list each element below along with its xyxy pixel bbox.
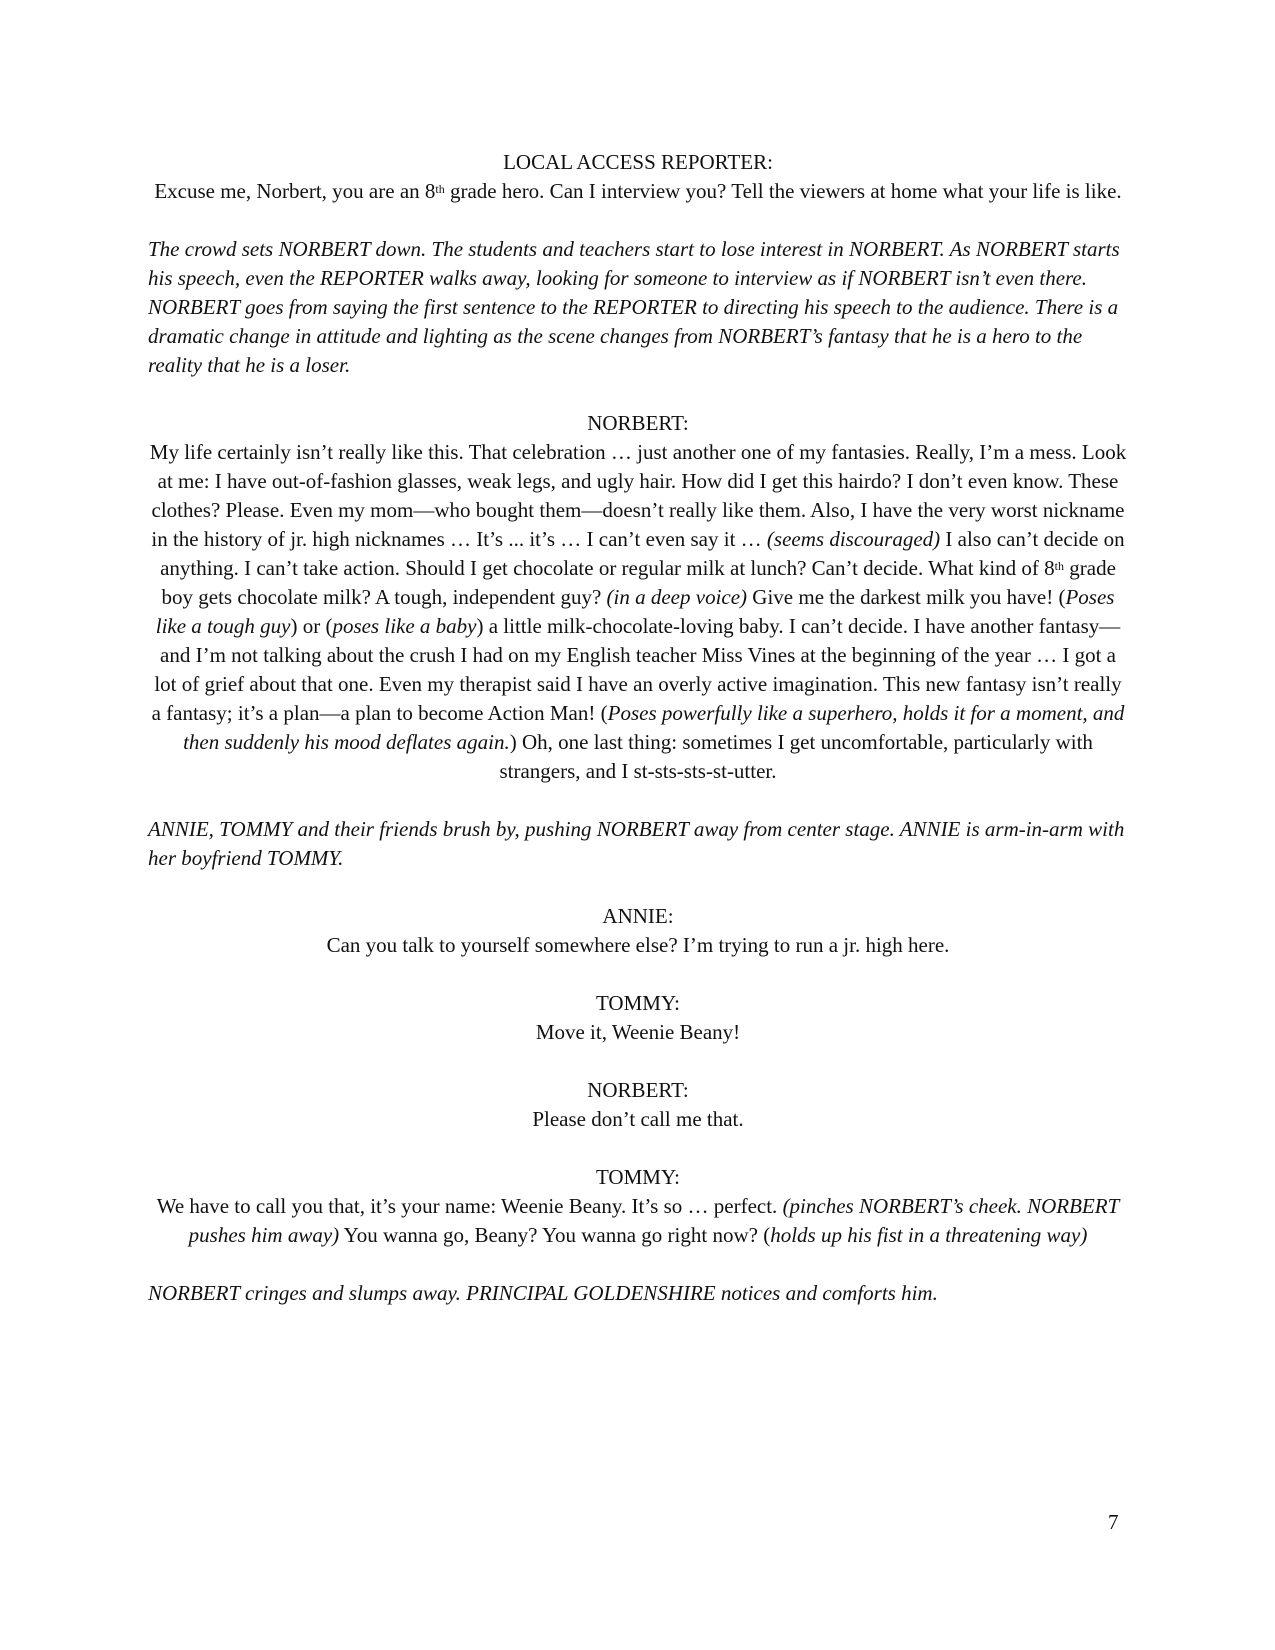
character-name: NORBERT: [587, 1078, 689, 1102]
block-spacer [148, 873, 1128, 902]
inline-direction: (in a deep voice) [606, 585, 748, 609]
stage-direction [148, 815, 1128, 873]
text-run: I also can’t decide on anything. I can’t take action. Should I get chocolate or regular milk at lunch? Can’t decide. What kind of 8 [160, 527, 1125, 580]
text-run: ) Oh, one last thing: sometimes I get uncomfortable, particularly with strangers, and I st-sts-sts-st-utter. [499, 730, 1093, 783]
text-run: Please don’t call me that. [532, 1107, 744, 1131]
text-run: Give me the darkest milk you have! ( [747, 585, 1066, 609]
dialogue-line [148, 1105, 1128, 1134]
block-spacer [148, 1047, 1128, 1076]
character-name: NORBERT: [587, 411, 689, 435]
text-run: You wanna go, Beany? You wanna go right now? ( [339, 1223, 771, 1247]
script-page [148, 148, 1128, 1308]
text-run: grade boy gets chocolate milk? A tough, independent guy? [161, 556, 1116, 609]
page-number: 7 [1108, 1510, 1119, 1534]
dialogue-line [148, 1192, 1128, 1250]
block-spacer [148, 206, 1128, 235]
character-name: TOMMY: [595, 1165, 681, 1189]
dialogue-line [148, 1018, 1128, 1047]
inline-direction: Poses like a tough guy [155, 585, 1115, 638]
text-run: The crowd sets NORBERT down. The students and teachers start to lose interest in NORBERT. As NORBERT starts his speech, even the REPORTER walks away, looking for someone to interview as if NORBERT isn’t even there. NORBERT goes from saying the first sentence to the REPORTER to directing his speech to the audience. There is a dramatic change in attitude and lighting as the scene changes from NORBERT’s fantasy that he is a hero to the reality that he is a loser. [148, 237, 1120, 377]
text-run: ) a little milk-chocolate-loving baby. I can’t decide. I have another fantasy—and I’m not talking about the crush I had on my English teacher Miss Vines at the beginning of the year … I got a lot of grief about that one. Even my therapist said I have an overly active imagination. This new fantasy isn’t really a fantasy; it’s a plan—a plan to become Action Man! ( [151, 614, 1122, 725]
text-run: NORBERT cringes and slumps away. PRINCIPAL GOLDENSHIRE notices and comforts him. [148, 1281, 938, 1305]
character-name: ANNIE: [602, 904, 674, 928]
character-name: LOCAL ACCESS REPORTER: [503, 150, 773, 174]
dialogue-line [148, 177, 1128, 206]
text-run: ANNIE, TOMMY and their friends brush by, pushing NORBERT away from center stage. ANNIE is arm-in-arm with her boyfriend TOMMY. [148, 817, 1125, 870]
inline-direction: (seems discouraged) [766, 527, 941, 551]
stage-direction [148, 235, 1128, 380]
block-spacer [148, 380, 1128, 409]
text-run: My life certainly isn’t really like this. That celebration … just another one of my fantasies. Really, I’m a mess. Look at me: I have out-of-fashion glasses, weak legs, and ugly hair. How did I get this hairdo? I don’t even know. These clothes? Please. Even my mom—who bought them—doesn’t really like them. Also, I have the very worst nickname in the history of jr. high nicknames … It’s ... it’s … I can’t even say it … [149, 440, 1127, 551]
inline-direction: (pinches NORBERT’s cheek. NORBERT pushes him away) [188, 1194, 1120, 1247]
ordinal-suffix: th [1054, 559, 1064, 573]
block-spacer [148, 1134, 1128, 1163]
block-spacer [148, 1250, 1128, 1279]
text-run: Can you talk to yourself somewhere else? I’m trying to run a jr. high here. [326, 933, 950, 957]
text-run: Excuse me, Norbert, you are an 8 [154, 179, 436, 203]
text-run: Move it, Weenie Beany! [535, 1020, 741, 1044]
stage-direction [148, 1279, 1128, 1308]
inline-direction: poses like a baby [332, 614, 477, 638]
inline-direction: Poses powerfully like a superhero, holds it for a moment, and then suddenly his mood deflates again. [183, 701, 1125, 754]
text-run: We have to call you that, it’s your name: Weenie Beany. It’s so … perfect. [156, 1194, 783, 1218]
text-run: grade hero. Can I interview you? Tell the viewers at home what your life is like. [444, 179, 1122, 203]
ordinal-suffix: th [435, 182, 445, 196]
block-spacer [148, 786, 1128, 815]
block-spacer [148, 960, 1128, 989]
text-run: ) or ( [290, 614, 333, 638]
dialogue-line [148, 931, 1128, 960]
inline-direction: holds up his fist in a threatening way) [770, 1223, 1088, 1247]
dialogue-line [148, 438, 1128, 786]
character-name: TOMMY: [595, 991, 681, 1015]
